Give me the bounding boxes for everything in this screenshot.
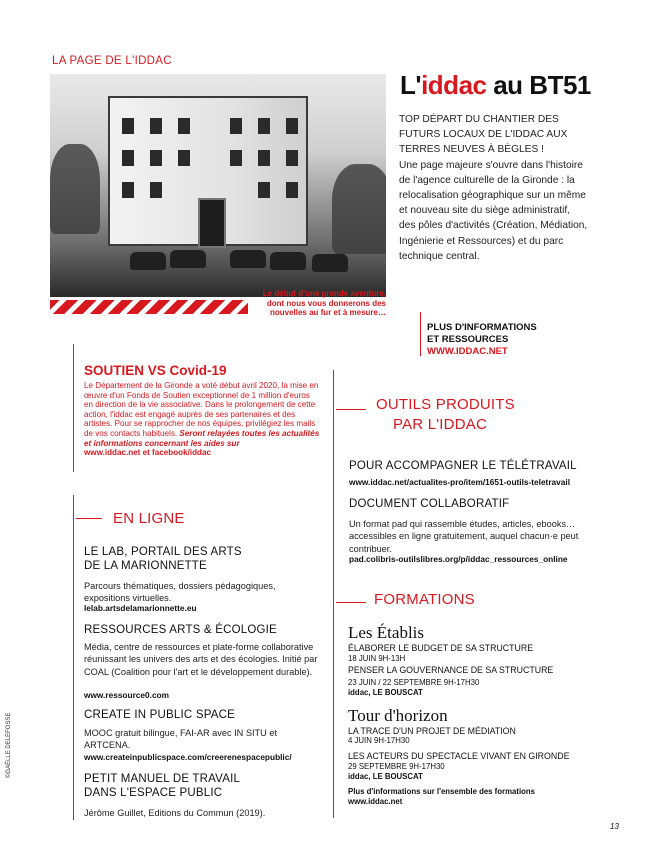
building-shape: [108, 96, 308, 246]
more-info-link[interactable]: WWW.IDDAC.NET: [427, 346, 508, 357]
outils-item-title: POUR ACCOMPAGNER LE TÉLÉTRAVAIL: [349, 460, 577, 472]
photo-caption: Le début d'une grande aventure, dont nous vous donnerons des nouvelles au fur et à mesure…: [262, 289, 386, 317]
outils-item-text: Un format pad qui rassemble études, articles, ebooks… accessibles en ligne gratuitement, auquel chacun·e peut contribuer.: [349, 519, 579, 554]
en-ligne-item-url[interactable]: lelab.artsdelamarionnette.eu: [84, 603, 197, 613]
en-ligne-item-title: LE LAB, PORTAIL DES ARTS DE LA MARIONNETTE: [84, 546, 242, 572]
soutien-links[interactable]: www.iddac.net et facebook/iddac: [84, 448, 211, 458]
en-ligne-item-text: MOOC gratuit bilingue, FAI-AR avec IN SITU et ARTCENA.: [84, 728, 277, 751]
formation-date: 4 JUIN 9H-17H30: [348, 736, 410, 745]
tree-shape: [50, 144, 100, 234]
tour-title: Tour d'horizon: [348, 706, 448, 725]
intro-text: [399, 112, 589, 264]
en-ligne-item-url[interactable]: www.createinpublicspace.com/creerenespacepublic/: [84, 752, 292, 762]
formation-item: LA TRACE D'UN PROJET DE MÉDIATION: [348, 726, 516, 736]
divider-line: [73, 344, 74, 472]
outils-item-url[interactable]: pad.colibris-outilslibres.org/p/iddac_ressources_online: [349, 554, 568, 564]
heading-dash: [76, 518, 102, 519]
formations-footer: Plus d'informations sur l'ensemble des formations: [348, 787, 535, 796]
formation-date: 18 JUIN 9H-13H: [348, 654, 406, 663]
heading-dash: [336, 409, 366, 410]
en-ligne-item-title: RESSOURCES ARTS & ÉCOLOGIE: [84, 624, 277, 636]
en-ligne-heading: EN LIGNE: [113, 510, 185, 527]
formations-heading: FORMATIONS: [374, 591, 475, 608]
heading-dash: [336, 602, 366, 603]
formations-link[interactable]: www.iddac.net: [348, 797, 403, 806]
tree-shape: [332, 164, 386, 254]
en-ligne-item-url[interactable]: www.ressource0.com: [84, 690, 170, 700]
en-ligne-item-text: Parcours thématiques, dossiers pédagogiques, expositions virtuelles.: [84, 581, 276, 604]
outils-item-title: DOCUMENT COLLABORATIF: [349, 498, 510, 510]
intro-lead: TOP DÉPART DU CHANTIER DES FUTURS LOCAUX DE L'IDDAC AUX TERRES NEUVES À BÈGLES !: [399, 114, 568, 156]
formation-location: iddac, LE BOUSCAT: [348, 688, 423, 697]
soutien-title: SOUTIEN VS Covid-19: [84, 363, 227, 378]
photo-credit: ©GAËLLE DELEFOSSE: [6, 712, 12, 778]
divider-line: [420, 312, 421, 356]
building-photo: [50, 74, 386, 297]
formation-item: ÉLABORER LE BUDGET DE SA STRUCTURE: [348, 643, 534, 653]
outils-heading-2: PAR L'IDDAC: [393, 416, 487, 433]
more-info: PLUS D'INFORMATIONS ET RESSOURCES WWW.IDDAC.NET: [427, 322, 537, 357]
en-ligne-item-text: Média, centre de ressources et plate-forme collaborative réunissant les univers des arts et des écologies. Initié par COAL (Coalition pour l'art et le développement durable).: [84, 642, 318, 677]
formation-location: iddac, LE BOUSCAT: [348, 772, 423, 781]
en-ligne-item-title: PETIT MANUEL DE TRAVAIL DANS L'ESPACE PUBLIC: [84, 773, 241, 799]
formation-item: PENSER LA GOUVERNANCE DE SA STRUCTURE: [348, 665, 554, 675]
etablis-title: Les Établis: [348, 623, 425, 642]
divider-line: [73, 495, 74, 820]
outils-item-url[interactable]: www.iddac.net/actualites-pro/item/1651-outils-teletravail: [349, 477, 571, 487]
section-tag: LA PAGE DE L'IDDAC: [52, 55, 172, 67]
page-number: 13: [610, 822, 619, 831]
formation-date: 29 SEPTEMBRE 9H-17H30: [348, 762, 445, 771]
intro-body: Une page majeure s'ouvre dans l'histoire de l'agence culturelle de la Gironde : la relocalisation géographique sur un même et nouveau site du siège administratif, des pôles d'activités (Création, Médiation, Ingénierie et Ressources) et du parc technique central.: [399, 159, 588, 262]
stripe-decoration: [50, 300, 248, 314]
formation-item: LES ACTEURS DU SPECTACLE VIVANT EN GIRONDE: [348, 751, 570, 761]
formation-date: 23 JUIN / 22 SEPTEMBRE 9H-17H30: [348, 678, 480, 687]
center-divider: [333, 370, 334, 818]
page-title: L'iddac au BT51: [400, 70, 591, 100]
outils-heading-1: OUTILS PRODUITS: [376, 396, 515, 413]
en-ligne-item-title: CREATE IN PUBLIC SPACE: [84, 709, 235, 721]
soutien-body: Le Département de la Gironde a voté début avril 2020, la mise en œuvre d'un Fonds de Soutien exceptionnel de 1 million d'euros en direction de la vie associative. Dans le prolongement de cette action, l'iddac est engagé auprès de ses partenaires et des artistes. Pour se rapprocher de nos équipes, privilégiez les mails de vos contacts habituels. Seront relayées toutes les actualités et informations concernant les aides sur www.iddac.net et facebook/iddac: [84, 381, 320, 458]
en-ligne-item-text: Jérôme Guillet, Editions du Commun (2019).: [84, 808, 266, 818]
